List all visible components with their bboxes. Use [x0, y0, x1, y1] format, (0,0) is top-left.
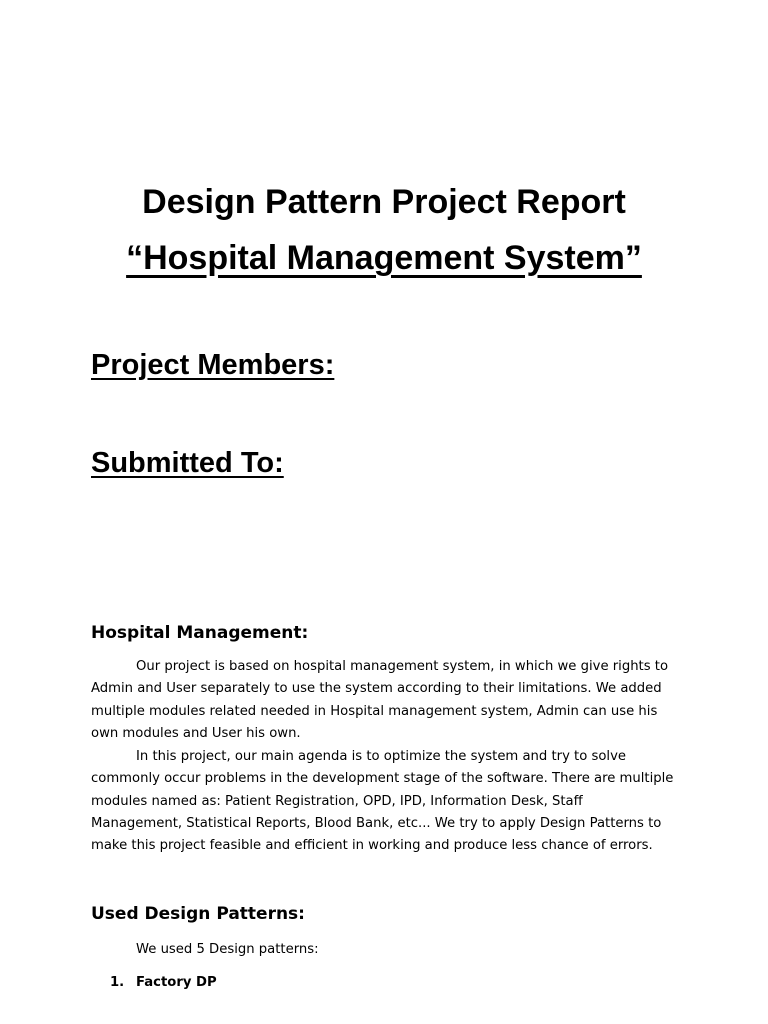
used-design-patterns-heading: Used Design Patterns:: [91, 904, 305, 924]
paragraph-line: modules named as: Patient Registration, OPD, IPD, Information Desk, Staff: [91, 793, 583, 809]
paragraph-line: multiple modules related needed in Hospital management system, Admin can use his: [91, 703, 658, 719]
report-subtitle: “Hospital Management System”: [126, 239, 642, 277]
report-title: Design Pattern Project Report: [142, 183, 626, 221]
submitted-to-heading: Submitted To:: [91, 447, 284, 479]
list-item: [110, 972, 217, 994]
paragraph-line: Management, Statistical Reports, Blood Bank, etc... We try to apply Design Patterns to: [91, 815, 662, 831]
paragraph-line: own modules and User his own.: [91, 725, 301, 741]
paragraph-line: Our project is based on hospital management system, in which we give rights to: [136, 659, 669, 674]
list-item-number: 1.: [110, 975, 125, 990]
project-members-heading: Project Members:: [91, 349, 335, 381]
patterns-intro: We used 5 Design patterns:: [136, 942, 319, 957]
paragraph-line: commonly occur problems in the development stage of the software. There are multiple: [91, 771, 674, 787]
paragraph-line: make this project feasible and efficient in working and produce less chance of errors.: [91, 838, 653, 854]
hospital-paragraph-1: [91, 656, 691, 745]
paragraph-line: In this project, our main agenda is to optimize the system and try to solve: [136, 749, 627, 764]
list-item-label: Factory DP: [136, 975, 217, 990]
hospital-paragraph-2: [91, 746, 691, 857]
hospital-management-heading: Hospital Management:: [91, 623, 309, 643]
paragraph-line: Admin and User separately to use the system according to their limitations. We added: [91, 681, 662, 697]
